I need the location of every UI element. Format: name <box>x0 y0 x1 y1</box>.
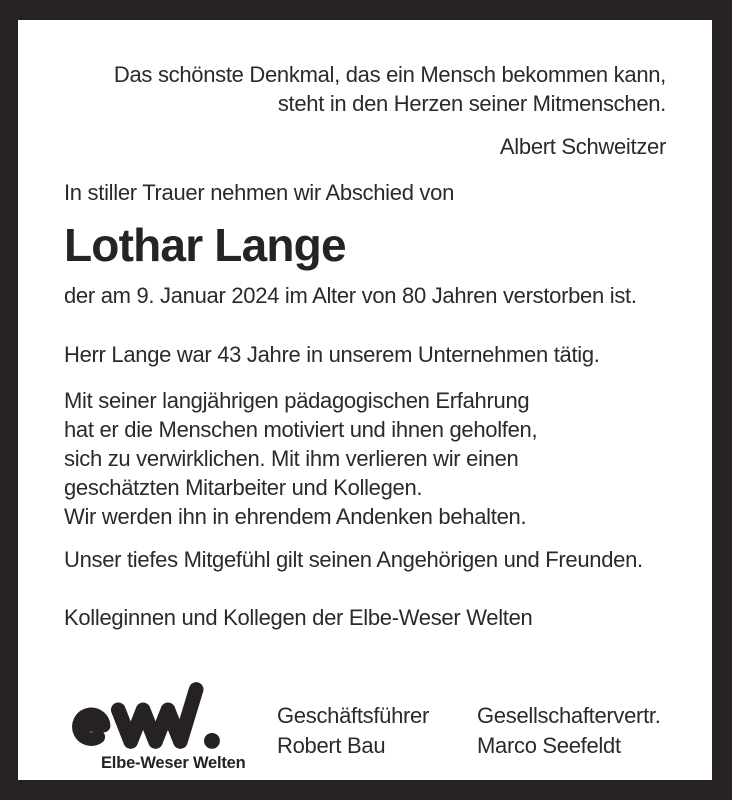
quote-block <box>64 60 666 118</box>
deceased-name: Lothar Lange <box>64 219 346 271</box>
quote-line-1: Das schönste Denkmal, das ein Mensch bekommen kann, <box>113 62 666 87</box>
footer <box>64 676 666 778</box>
signoff-line: Kolleginnen und Kollegen der Elbe-Weser Welten <box>64 605 533 630</box>
tribute-line-4: geschätzten Mitarbeiter und Kollegen. <box>64 475 423 500</box>
death-line: der am 9. Januar 2024 im Alter von 80 Jahren verstorben ist. <box>64 283 637 308</box>
intro-line: In stiller Trauer nehmen wir Abschied von <box>64 180 455 205</box>
signatory-shareholder-rep <box>477 676 666 761</box>
quote-line-2: steht in den Herzen seiner Mitmenschen. <box>277 91 666 116</box>
signatory-name: Robert Bau <box>277 733 386 758</box>
tribute-line-1: Mit seiner langjährigen pädagogischen Erfahrung <box>64 388 530 413</box>
tribute-paragraph <box>64 386 666 531</box>
eww-logo <box>64 676 229 755</box>
signatory-managing-director <box>277 676 477 761</box>
signatory-name: Marco Seefeldt <box>477 733 621 758</box>
signatory-role: Geschäftsführer <box>277 703 430 728</box>
quote-attribution: Albert Schweitzer <box>499 134 666 159</box>
tribute-line-3: sich zu verwirklichen. Mit ihm verlieren wir einen <box>64 446 519 471</box>
tribute-line-5: Wir werden ihn in ehrendem Andenken behalten. <box>64 504 527 529</box>
condolence-line: Unser tiefes Mitgefühl gilt seinen Angehörigen und Freunden. <box>64 547 643 572</box>
service-line: Herr Lange war 43 Jahre in unserem Unternehmen tätig. <box>64 342 600 367</box>
logo-tagline: Elbe-Weser Welten <box>101 754 246 772</box>
logo-block <box>64 676 277 778</box>
tribute-line-2: hat er die Menschen motiviert und ihnen geholfen, <box>64 417 538 442</box>
obituary-sheet <box>18 20 712 780</box>
signatory-role: Gesellschaftervertr. <box>477 703 661 728</box>
